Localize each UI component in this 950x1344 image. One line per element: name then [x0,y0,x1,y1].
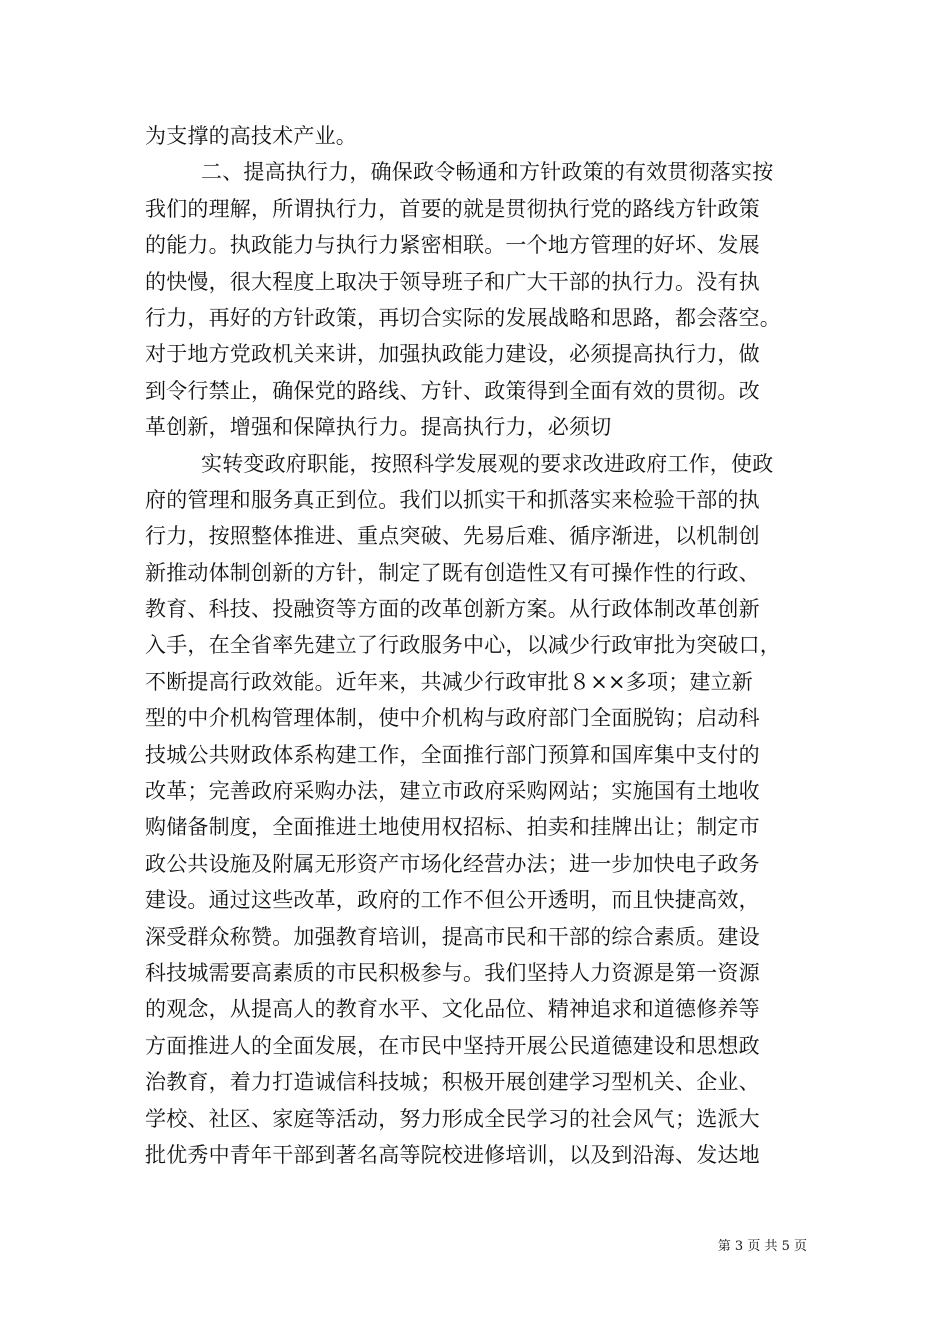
body-text [145,118,813,1173]
text-line: 的能力。执政能力与执行力紧密相联。一个地方管理的好坏、发展 [145,233,760,258]
text-line: 治教育，着力打造诚信科技城；积极开展创建学习型机关、企业、 [145,1070,760,1095]
text-line: 科技城需要高素质的市民积极参与。我们坚持人力资源是第一资源 [145,960,760,985]
text-line: 对于地方党政机关来讲，加强执政能力建设，必须提高执行力，做 [145,342,760,367]
text-line: 行力，再好的方针政策，再切合实际的发展战略和思路，都会落空。 [145,305,781,330]
text-line: 二、提高执行力，确保政令畅通和方针政策的有效贯彻落实按 [201,160,774,185]
text-line: 革创新，增强和保障执行力。提高执行力，必须切 [145,415,612,440]
text-line: 新推动体制创新的方针，制定了既有创造性又有可操作性的行政、 [145,560,760,585]
text-line: 深受群众称赞。加强教育培训，提高市民和干部的综合素质。建设 [145,924,760,949]
text-line: 建设。通过这些改革，政府的工作不但公开透明，而且快捷高效， [145,888,760,913]
text-line: 入手，在全省率先建立了行政服务中心，以减少行政审批为突破口， [145,633,781,658]
text-line: 技城公共财政体系构建工作，全面推行部门预算和国库集中支付的 [145,742,760,767]
text-line: 到令行禁止，确保党的路线、方针、政策得到全面有效的贯彻。改 [145,378,760,403]
text-line: 改革；完善政府采购办法，建立市政府采购网站；实施国有土地收 [145,779,760,804]
text-line: 实转变政府职能，按照科学发展观的要求改进政府工作，使政 [201,451,774,476]
text-line: 型的中介机构管理体制，使中介机构与政府部门全面脱钩；启动科 [145,706,760,731]
text-line: 的快慢，很大程度上取决于领导班子和广大干部的执行力。没有执 [145,269,760,294]
text-line: 的观念，从提高人的教育水平、文化品位、精神追求和道德修养等 [145,997,760,1022]
text-line: 为支撑的高技术产业。 [145,124,357,148]
text-line: 学校、社区、家庭等活动，努力形成全民学习的社会风气；选派大 [145,1106,760,1131]
text-line: 不断提高行政效能。近年来，共减少行政审批８××多项；建立新 [145,669,753,694]
text-line: 府的管理和服务真正到位。我们以抓实干和抓落实来检验干部的执 [145,487,760,512]
text-line: 我们的理解，所谓执行力，首要的就是贯彻执行党的路线方针政策 [145,196,760,221]
text-line: 购储备制度，全面推进土地使用权招标、拍卖和挂牌出让；制定市 [145,815,760,840]
text-line: 行力，按照整体推进、重点突破、先易后难、循序渐进，以机制创 [145,524,760,549]
text-line: 教育、科技、投融资等方面的改革创新方案。从行政体制改革创新 [145,597,760,622]
text-line: 政公共设施及附属无形资产市场化经营办法；进一步加快电子政务 [145,851,760,876]
page-number-footer: 第 3 页 共 5 页 [717,1239,807,1254]
text-line: 批优秀中青年干部到著名高等院校进修培训，以及到沿海、发达地 [145,1142,760,1167]
text-line: 方面推进人的全面发展，在市民中坚持开展公民道德建设和思想政 [145,1033,760,1058]
